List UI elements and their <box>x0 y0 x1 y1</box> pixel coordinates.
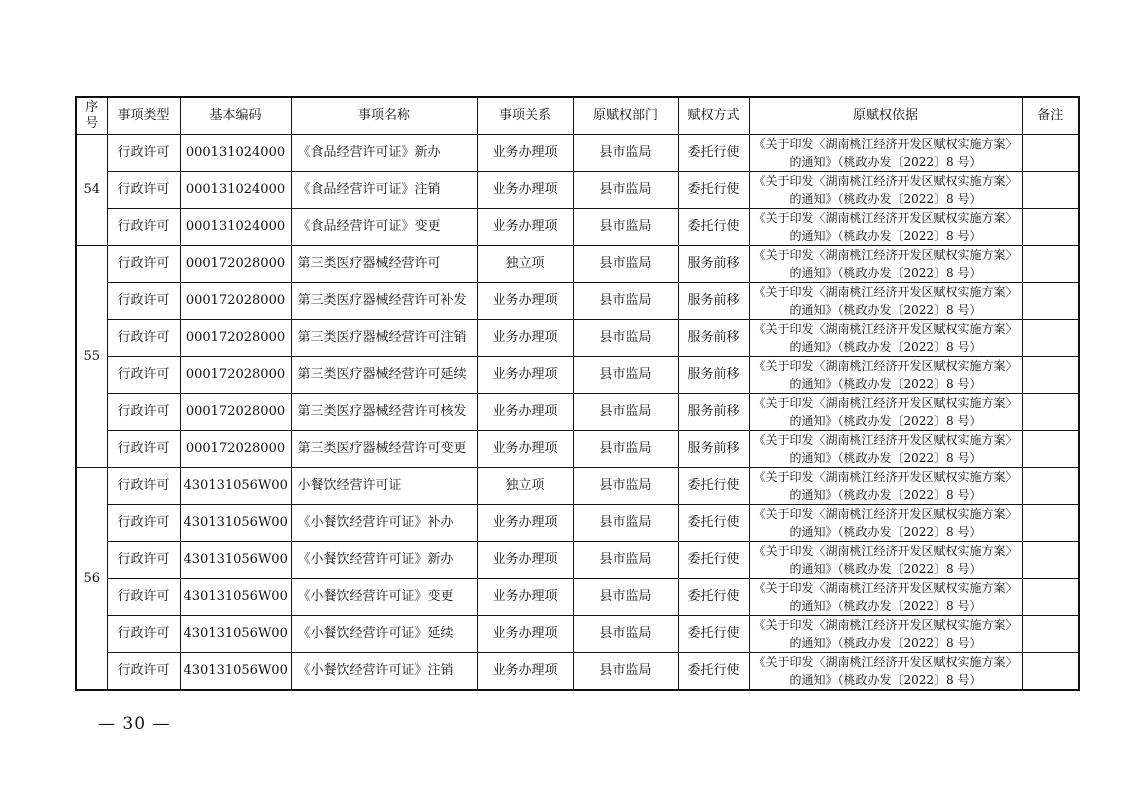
code-cell: 430131056W00 <box>180 505 291 542</box>
table-row <box>76 357 1079 394</box>
table-row <box>76 616 1079 653</box>
relation-cell: 业务办理项 <box>477 616 573 653</box>
table-row <box>76 505 1079 542</box>
basis-cell: 《关于印发〈湖南桃江经济开发区赋权实施方案〉的通知》（桃政办发〔2022〕8 号） <box>749 616 1022 653</box>
basis-cell: 《关于印发〈湖南桃江经济开发区赋权实施方案〉的通知》（桃政办发〔2022〕8 号） <box>749 394 1022 431</box>
basis-cell: 《关于印发〈湖南桃江经济开发区赋权实施方案〉的通知》（桃政办发〔2022〕8 号） <box>749 579 1022 616</box>
header-mode: 赋权方式 <box>678 97 749 135</box>
header-seq: 序号 <box>76 97 107 135</box>
relation-cell: 独立项 <box>477 468 573 505</box>
basis-cell: 《关于印发〈湖南桃江经济开发区赋权实施方案〉的通知》（桃政办发〔2022〕8 号） <box>749 505 1022 542</box>
note-cell <box>1022 246 1079 283</box>
table-row <box>76 468 1079 505</box>
dept-cell: 县市监局 <box>573 431 678 468</box>
header-name: 事项名称 <box>291 97 477 135</box>
note-cell <box>1022 394 1079 431</box>
name-cell: 《小餐饮经营许可证》延续 <box>291 616 477 653</box>
mode-cell: 委托行使 <box>678 653 749 691</box>
header-relation: 事项关系 <box>477 97 573 135</box>
mode-cell: 委托行使 <box>678 172 749 209</box>
basis-cell: 《关于印发〈湖南桃江经济开发区赋权实施方案〉的通知》（桃政办发〔2022〕8 号） <box>749 653 1022 691</box>
code-cell: 430131056W00 <box>180 542 291 579</box>
type-cell: 行政许可 <box>107 283 180 320</box>
name-cell: 第三类医疗器械经营许可核发 <box>291 394 477 431</box>
note-cell <box>1022 320 1079 357</box>
table-row <box>76 653 1079 691</box>
relation-cell: 业务办理项 <box>477 579 573 616</box>
seq-cell: 56 <box>76 468 107 691</box>
code-cell: 000131024000 <box>180 209 291 246</box>
note-cell <box>1022 616 1079 653</box>
code-cell: 000172028000 <box>180 357 291 394</box>
table-row <box>76 283 1079 320</box>
dept-cell: 县市监局 <box>573 505 678 542</box>
type-cell: 行政许可 <box>107 357 180 394</box>
code-cell: 000131024000 <box>180 172 291 209</box>
relation-cell: 业务办理项 <box>477 542 573 579</box>
table-row <box>76 394 1079 431</box>
dept-cell: 县市监局 <box>573 283 678 320</box>
type-cell: 行政许可 <box>107 505 180 542</box>
basis-cell: 《关于印发〈湖南桃江经济开发区赋权实施方案〉的通知》（桃政办发〔2022〕8 号） <box>749 135 1022 172</box>
mode-cell: 委托行使 <box>678 505 749 542</box>
name-cell: 《食品经营许可证》新办 <box>291 135 477 172</box>
mode-cell: 委托行使 <box>678 616 749 653</box>
basis-cell: 《关于印发〈湖南桃江经济开发区赋权实施方案〉的通知》（桃政办发〔2022〕8 号） <box>749 283 1022 320</box>
table-row <box>76 246 1079 283</box>
note-cell <box>1022 172 1079 209</box>
type-cell: 行政许可 <box>107 246 180 283</box>
basis-cell: 《关于印发〈湖南桃江经济开发区赋权实施方案〉的通知》（桃政办发〔2022〕8 号） <box>749 209 1022 246</box>
relation-cell: 业务办理项 <box>477 505 573 542</box>
type-cell: 行政许可 <box>107 542 180 579</box>
basis-cell: 《关于印发〈湖南桃江经济开发区赋权实施方案〉的通知》（桃政办发〔2022〕8 号） <box>749 172 1022 209</box>
note-cell <box>1022 579 1079 616</box>
header-dept: 原赋权部门 <box>573 97 678 135</box>
dept-cell: 县市监局 <box>573 394 678 431</box>
name-cell: 小餐饮经营许可证 <box>291 468 477 505</box>
relation-cell: 业务办理项 <box>477 357 573 394</box>
dept-cell: 县市监局 <box>573 616 678 653</box>
relation-cell: 业务办理项 <box>477 431 573 468</box>
name-cell: 《小餐饮经营许可证》新办 <box>291 542 477 579</box>
note-cell <box>1022 209 1079 246</box>
basis-cell: 《关于印发〈湖南桃江经济开发区赋权实施方案〉的通知》（桃政办发〔2022〕8 号） <box>749 431 1022 468</box>
type-cell: 行政许可 <box>107 172 180 209</box>
relation-cell: 业务办理项 <box>477 394 573 431</box>
basis-cell: 《关于印发〈湖南桃江经济开发区赋权实施方案〉的通知》（桃政办发〔2022〕8 号） <box>749 246 1022 283</box>
table-header-row <box>76 97 1079 135</box>
note-cell <box>1022 468 1079 505</box>
header-code: 基本编码 <box>180 97 291 135</box>
mode-cell: 服务前移 <box>678 246 749 283</box>
type-cell: 行政许可 <box>107 320 180 357</box>
type-cell: 行政许可 <box>107 653 180 691</box>
code-cell: 000172028000 <box>180 320 291 357</box>
dept-cell: 县市监局 <box>573 653 678 691</box>
table-row <box>76 172 1079 209</box>
name-cell: 第三类医疗器械经营许可变更 <box>291 431 477 468</box>
authorization-table <box>75 96 1080 691</box>
code-cell: 430131056W00 <box>180 653 291 691</box>
type-cell: 行政许可 <box>107 135 180 172</box>
relation-cell: 独立项 <box>477 246 573 283</box>
note-cell <box>1022 505 1079 542</box>
note-cell <box>1022 653 1079 691</box>
mode-cell: 委托行使 <box>678 542 749 579</box>
mode-cell: 委托行使 <box>678 579 749 616</box>
header-basis: 原赋权依据 <box>749 97 1022 135</box>
code-cell: 430131056W00 <box>180 468 291 505</box>
type-cell: 行政许可 <box>107 616 180 653</box>
page-number: — 30 — <box>98 714 171 734</box>
dept-cell: 县市监局 <box>573 542 678 579</box>
name-cell: 《小餐饮经营许可证》变更 <box>291 579 477 616</box>
type-cell: 行政许可 <box>107 468 180 505</box>
dept-cell: 县市监局 <box>573 172 678 209</box>
table-row <box>76 209 1079 246</box>
name-cell: 《小餐饮经营许可证》补办 <box>291 505 477 542</box>
name-cell: 《食品经营许可证》变更 <box>291 209 477 246</box>
relation-cell: 业务办理项 <box>477 209 573 246</box>
name-cell: 第三类医疗器械经营许可补发 <box>291 283 477 320</box>
note-cell <box>1022 431 1079 468</box>
table-row <box>76 579 1079 616</box>
mode-cell: 委托行使 <box>678 209 749 246</box>
dept-cell: 县市监局 <box>573 320 678 357</box>
note-cell <box>1022 357 1079 394</box>
table-row <box>76 135 1079 172</box>
table-body <box>76 135 1079 691</box>
note-cell <box>1022 135 1079 172</box>
mode-cell: 服务前移 <box>678 394 749 431</box>
name-cell: 第三类医疗器械经营许可延续 <box>291 357 477 394</box>
mode-cell: 服务前移 <box>678 283 749 320</box>
type-cell: 行政许可 <box>107 579 180 616</box>
basis-cell: 《关于印发〈湖南桃江经济开发区赋权实施方案〉的通知》（桃政办发〔2022〕8 号） <box>749 320 1022 357</box>
dept-cell: 县市监局 <box>573 209 678 246</box>
note-cell <box>1022 542 1079 579</box>
type-cell: 行政许可 <box>107 394 180 431</box>
relation-cell: 业务办理项 <box>477 283 573 320</box>
code-cell: 000172028000 <box>180 431 291 468</box>
dept-cell: 县市监局 <box>573 135 678 172</box>
name-cell: 《食品经营许可证》注销 <box>291 172 477 209</box>
relation-cell: 业务办理项 <box>477 653 573 691</box>
basis-cell: 《关于印发〈湖南桃江经济开发区赋权实施方案〉的通知》（桃政办发〔2022〕8 号） <box>749 468 1022 505</box>
name-cell: 第三类医疗器械经营许可 <box>291 246 477 283</box>
dept-cell: 县市监局 <box>573 579 678 616</box>
name-cell: 《小餐饮经营许可证》注销 <box>291 653 477 691</box>
relation-cell: 业务办理项 <box>477 172 573 209</box>
table-row <box>76 320 1079 357</box>
relation-cell: 业务办理项 <box>477 135 573 172</box>
mode-cell: 委托行使 <box>678 468 749 505</box>
seq-cell: 54 <box>76 135 107 246</box>
table-row <box>76 431 1079 468</box>
mode-cell: 委托行使 <box>678 135 749 172</box>
relation-cell: 业务办理项 <box>477 320 573 357</box>
code-cell: 000131024000 <box>180 135 291 172</box>
code-cell: 430131056W00 <box>180 616 291 653</box>
dept-cell: 县市监局 <box>573 357 678 394</box>
basis-cell: 《关于印发〈湖南桃江经济开发区赋权实施方案〉的通知》（桃政办发〔2022〕8 号） <box>749 542 1022 579</box>
dept-cell: 县市监局 <box>573 246 678 283</box>
type-cell: 行政许可 <box>107 209 180 246</box>
basis-cell: 《关于印发〈湖南桃江经济开发区赋权实施方案〉的通知》（桃政办发〔2022〕8 号） <box>749 357 1022 394</box>
header-note: 备注 <box>1022 97 1079 135</box>
header-type: 事项类型 <box>107 97 180 135</box>
dept-cell: 县市监局 <box>573 468 678 505</box>
note-cell <box>1022 283 1079 320</box>
mode-cell: 服务前移 <box>678 320 749 357</box>
mode-cell: 服务前移 <box>678 431 749 468</box>
mode-cell: 服务前移 <box>678 357 749 394</box>
seq-cell: 55 <box>76 246 107 468</box>
code-cell: 000172028000 <box>180 283 291 320</box>
code-cell: 000172028000 <box>180 246 291 283</box>
name-cell: 第三类医疗器械经营许可注销 <box>291 320 477 357</box>
table-row <box>76 542 1079 579</box>
code-cell: 430131056W00 <box>180 579 291 616</box>
type-cell: 行政许可 <box>107 431 180 468</box>
code-cell: 000172028000 <box>180 394 291 431</box>
